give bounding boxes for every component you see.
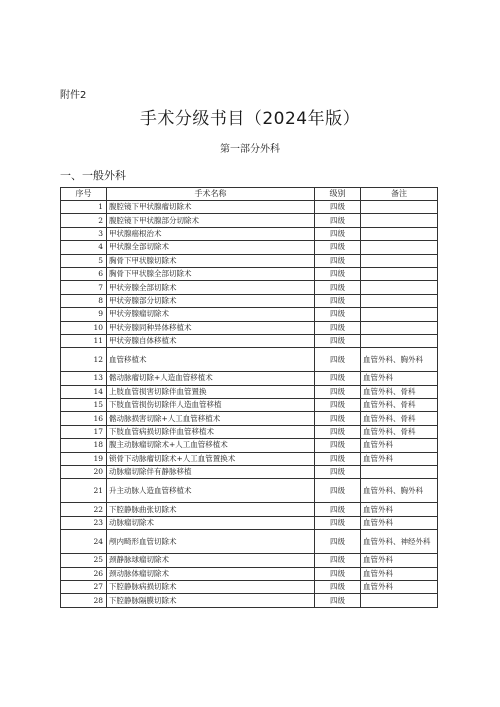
table-row [61,439,438,452]
table-row [61,267,438,280]
cell-level: 四级 [315,554,361,567]
cell-remark [361,201,438,214]
cell-remark: 血管外科、骨科 [361,425,438,438]
cell-level: 四级 [315,567,361,580]
cell-remark: 血管外科、神经外科 [361,530,438,554]
cell-number: 5 [61,254,107,267]
cell-number: 9 [61,308,107,321]
cell-level: 四级 [315,516,361,529]
cell-surgery-name: 升主动脉人造血管移植术 [107,479,315,503]
cell-remark: 血管外科、胸外科 [361,479,438,503]
cell-remark [361,214,438,227]
cell-number: 25 [61,554,107,567]
cell-remark [361,308,438,321]
cell-surgery-name: 下腔静脉曲张切除术 [107,503,315,516]
cell-level: 四级 [315,227,361,240]
table-row [61,554,438,567]
cell-surgery-name: 髂动脉瘤切除+人造血管移植术 [107,372,315,385]
cell-number: 18 [61,439,107,452]
cell-level: 四级 [315,452,361,465]
cell-number: 17 [61,425,107,438]
cell-level: 四级 [315,267,361,280]
cell-surgery-name: 甲状腺癌根治术 [107,227,315,240]
cell-number: 4 [61,241,107,254]
cell-surgery-name: 锁骨下动脉瘤切除术+人工血管置换术 [107,452,315,465]
cell-level: 四级 [315,281,361,294]
cell-number: 10 [61,321,107,334]
column-header-level: 级别 [315,188,361,201]
table-row [61,227,438,240]
table-row [61,452,438,465]
cell-surgery-name: 颈动脉体瘤切除术 [107,567,315,580]
cell-surgery-name: 下腔静脉病损切除术 [107,580,315,593]
table-row [61,294,438,307]
part-heading: 第一部分外科 [220,144,280,155]
table-row [61,372,438,385]
cell-surgery-name: 髂动脉损害切除+人工血管移植术 [107,412,315,425]
cell-level: 四级 [315,321,361,334]
cell-surgery-name: 胸骨下甲状腺全部切除术 [107,267,315,280]
cell-number: 8 [61,294,107,307]
cell-remark: 血管外科、骨科 [361,385,438,398]
cell-level: 四级 [315,254,361,267]
cell-number: 14 [61,385,107,398]
cell-remark [361,267,438,280]
cell-remark: 血管外科 [361,516,438,529]
cell-level: 四级 [315,214,361,227]
cell-number: 24 [61,530,107,554]
cell-remark [361,254,438,267]
cell-number: 1 [61,201,107,214]
cell-number: 20 [61,466,107,479]
cell-remark: 血管外科、骨科 [361,412,438,425]
cell-surgery-name: 下肢血管损伤切除伴人造血管移植 [107,399,315,412]
table-row [61,334,438,347]
cell-surgery-name: 腹腔镜下甲状腺瘤切除术 [107,201,315,214]
cell-level: 四级 [315,466,361,479]
cell-level: 四级 [315,201,361,214]
table-row [61,466,438,479]
table-row [61,412,438,425]
cell-number: 13 [61,372,107,385]
cell-remark: 血管外科 [361,452,438,465]
table-row [61,567,438,580]
table-row [61,308,438,321]
cell-level: 四级 [315,372,361,385]
document-title: 手术分级书目（2024年版） [139,109,361,129]
cell-level: 四级 [315,399,361,412]
table-row [61,594,438,607]
cell-level: 四级 [315,385,361,398]
table-row [61,281,438,294]
cell-surgery-name: 血管移植术 [107,348,315,372]
column-header-remark: 备注 [361,188,438,201]
cell-remark: 血管外科 [361,439,438,452]
cell-number: 28 [61,594,107,607]
table-row [61,241,438,254]
cell-remark: 血管外科 [361,503,438,516]
table-row [61,425,438,438]
cell-number: 22 [61,503,107,516]
cell-number: 3 [61,227,107,240]
cell-surgery-name: 甲状旁腺同种异体移植术 [107,321,315,334]
cell-number: 15 [61,399,107,412]
cell-number: 2 [61,214,107,227]
cell-number: 6 [61,267,107,280]
table-row [61,385,438,398]
cell-number: 23 [61,516,107,529]
cell-remark: 血管外科 [361,554,438,567]
cell-remark [361,227,438,240]
cell-number: 11 [61,334,107,347]
cell-remark: 血管外科 [361,580,438,593]
attachment-label: 附件2 [60,90,87,101]
table-row [61,214,438,227]
cell-level: 四级 [315,412,361,425]
cell-surgery-name: 动脉瘤切除伴有静脉移植 [107,466,315,479]
table-row [61,580,438,593]
cell-surgery-name: 甲状腺全部切除术 [107,241,315,254]
cell-number: 12 [61,348,107,372]
table-header-row [61,188,438,201]
table-row [61,516,438,529]
cell-surgery-name: 下肢血管病损切除伴血管移植术 [107,425,315,438]
cell-surgery-name: 甲状旁腺全部切除术 [107,281,315,294]
cell-number: 19 [61,452,107,465]
cell-level: 四级 [315,425,361,438]
cell-level: 四级 [315,479,361,503]
table-row [61,530,438,554]
cell-remark: 血管外科、骨科 [361,399,438,412]
cell-surgery-name: 下腔静脉隔膜切除术 [107,594,315,607]
cell-number: 7 [61,281,107,294]
cell-number: 27 [61,580,107,593]
cell-level: 四级 [315,334,361,347]
cell-level: 四级 [315,241,361,254]
table-row [61,348,438,372]
table-row [61,479,438,503]
table-row [61,254,438,267]
cell-remark: 血管外科 [361,567,438,580]
column-header-name: 手术名称 [107,188,315,201]
cell-level: 四级 [315,294,361,307]
cell-remark [361,281,438,294]
cell-surgery-name: 甲状旁腺瘤切除术 [107,308,315,321]
cell-level: 四级 [315,348,361,372]
cell-remark [361,294,438,307]
cell-number: 26 [61,567,107,580]
cell-remark [361,334,438,347]
cell-remark [361,466,438,479]
cell-number: 21 [61,479,107,503]
cell-surgery-name: 动脉瘤切除术 [107,516,315,529]
cell-level: 四级 [315,530,361,554]
cell-remark: 血管外科 [361,372,438,385]
cell-surgery-name: 颈静脉球瘤切除术 [107,554,315,567]
cell-level: 四级 [315,308,361,321]
cell-remark: 血管外科、胸外科 [361,348,438,372]
table-row [61,201,438,214]
cell-level: 四级 [315,439,361,452]
cell-surgery-name: 颅内畸形血管切除术 [107,530,315,554]
column-header-number: 序号 [61,188,107,201]
cell-remark [361,321,438,334]
surgery-grade-table [60,187,438,608]
cell-remark [361,241,438,254]
cell-surgery-name: 腹主动脉瘤切除术+人工血管移植术 [107,439,315,452]
section-heading: 一、一般外科 [60,169,126,182]
cell-level: 四级 [315,594,361,607]
cell-surgery-name: 甲状旁腺自体移植术 [107,334,315,347]
table-row [61,503,438,516]
cell-level: 四级 [315,503,361,516]
cell-surgery-name: 上肢血管损害切除伴血管置换 [107,385,315,398]
cell-level: 四级 [315,580,361,593]
table-row [61,399,438,412]
cell-remark [361,594,438,607]
cell-surgery-name: 腹腔镜下甲状腺部分切除术 [107,214,315,227]
table-row [61,321,438,334]
cell-number: 16 [61,412,107,425]
cell-surgery-name: 胸骨下甲状腺切除术 [107,254,315,267]
cell-surgery-name: 甲状旁腺部分切除术 [107,294,315,307]
